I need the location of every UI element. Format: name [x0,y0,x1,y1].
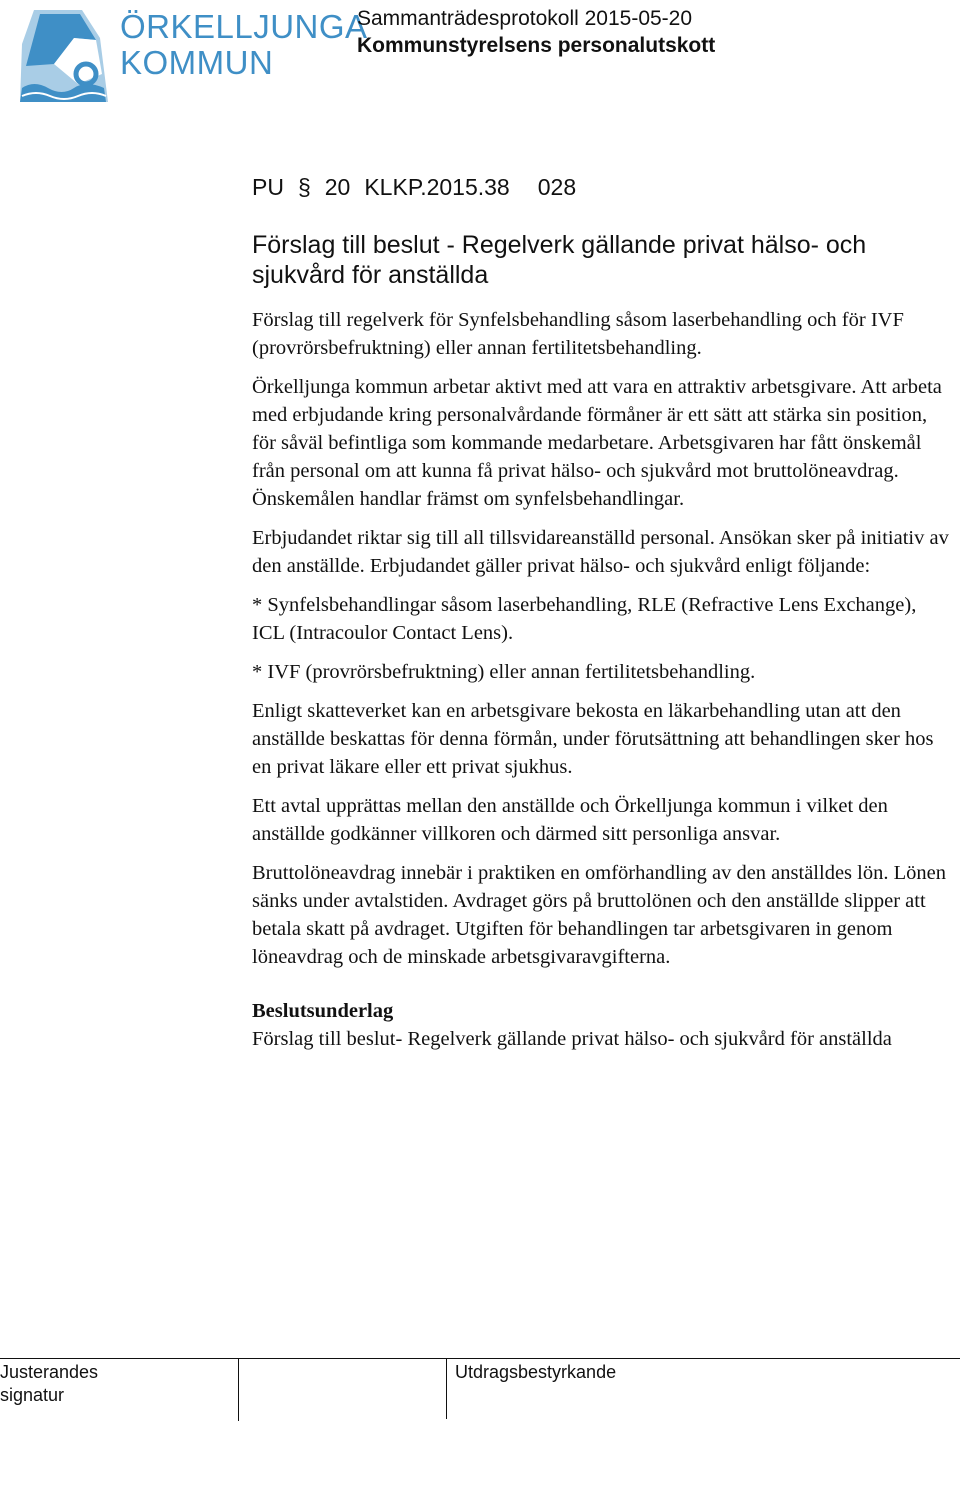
signature-label-line2: signatur [0,1385,65,1405]
logo-wordmark-line2: KOMMUN [120,44,274,81]
paragraph: Erbjudandet riktar sig till all tillsvidareanställd personal. Ansökan sker på initiativ av den anställde. Erbjudandet gäller privat hälso- och sjukvård enligt följande: [252,527,949,577]
municipality-logo [14,4,368,114]
paragraph: Bruttolöneavdrag innebär i praktiken en omförhandling av den anställdes lön. Lönen sänks under avtalstiden. Avdraget görs på bruttolönen och den anställde slipper att betala skatt på avdraget. Utgiften för behandlingen tar arbetsgivaren in genom löneavdrag och de minskade arbetsgivaravgifterna. [252,862,946,968]
logo-wordmark-line1: ÖRKELLJUNGA [120,8,368,45]
case-reference [252,174,576,201]
reference-prefix: PU [252,174,284,200]
logo-emblem-icon [14,4,114,114]
page-title: Förslag till beslut - Regelverk gällande privat hälso- och sjukvård för anställda [252,231,867,289]
list-item: * Synfelsbehandlingar såsom laserbehandling, RLE (Refractive Lens Exchange), ICL (Intracoulor Contact Lens). [252,594,917,644]
certification-label: Utdragsbestyrkande [455,1362,617,1382]
paragraph: Enligt skatteverket kan en arbetsgivare bekosta en läkarbehandling utan att den anställde beskattas för denna förmån, under förutsättning att behandlingen sker hos en privat läkare eller ett privat sjukhus. [252,700,934,778]
list-item: * IVF (provrörsbefruktning) eller annan fertilitetsbehandling. [252,661,756,683]
case-code: KLKP.2015.38 [364,174,510,200]
signature-box [0,1359,239,1421]
paragraph: Örkelljunga kommun arbetar aktivt med att vara en attraktiv arbetsgivare. Att arbeta med erbjudande kring personalvårdande förmåner är ett sätt att stärka sin position, för såväl befintliga som kommande medarbetare. Arbetsgivaren har fått önskemål från personal om att kunna få privat hälso- och sjukvård mot bruttolöneavdrag. Önskemålen handlar främst om synfelsbehandlingar. [252,376,942,510]
basis-text: Förslag till beslut- Regelverk gällande privat hälso- och sjukvård för anställda [252,1028,892,1050]
paragraph: Förslag till regelverk för Synfelsbehandling såsom laserbehandling och för IVF (provrörsbefruktning) eller annan fertilitetsbehandling. [252,309,904,359]
file-number: 028 [537,174,577,200]
basis-heading: Beslutsunderlag [252,1000,394,1022]
section-number: 20 [324,174,351,200]
document-header [357,5,715,59]
paragraph: Ett avtal upprättas mellan den anställde och Örkelljunga kommun i vilket den anställde godkänner villkoren och därmed sitt personliga ansvar. [252,795,888,845]
signature-footer [0,1358,960,1419]
protocol-title: Sammanträdesprotokoll 2015-05-20 [357,7,693,30]
committee-name: Kommunstyrelsens personalutskott [357,34,716,57]
signature-label-line1: Justerandes [0,1362,99,1382]
document-body [252,306,952,1053]
footer-divider [446,1359,449,1419]
section-symbol: § [297,174,311,200]
